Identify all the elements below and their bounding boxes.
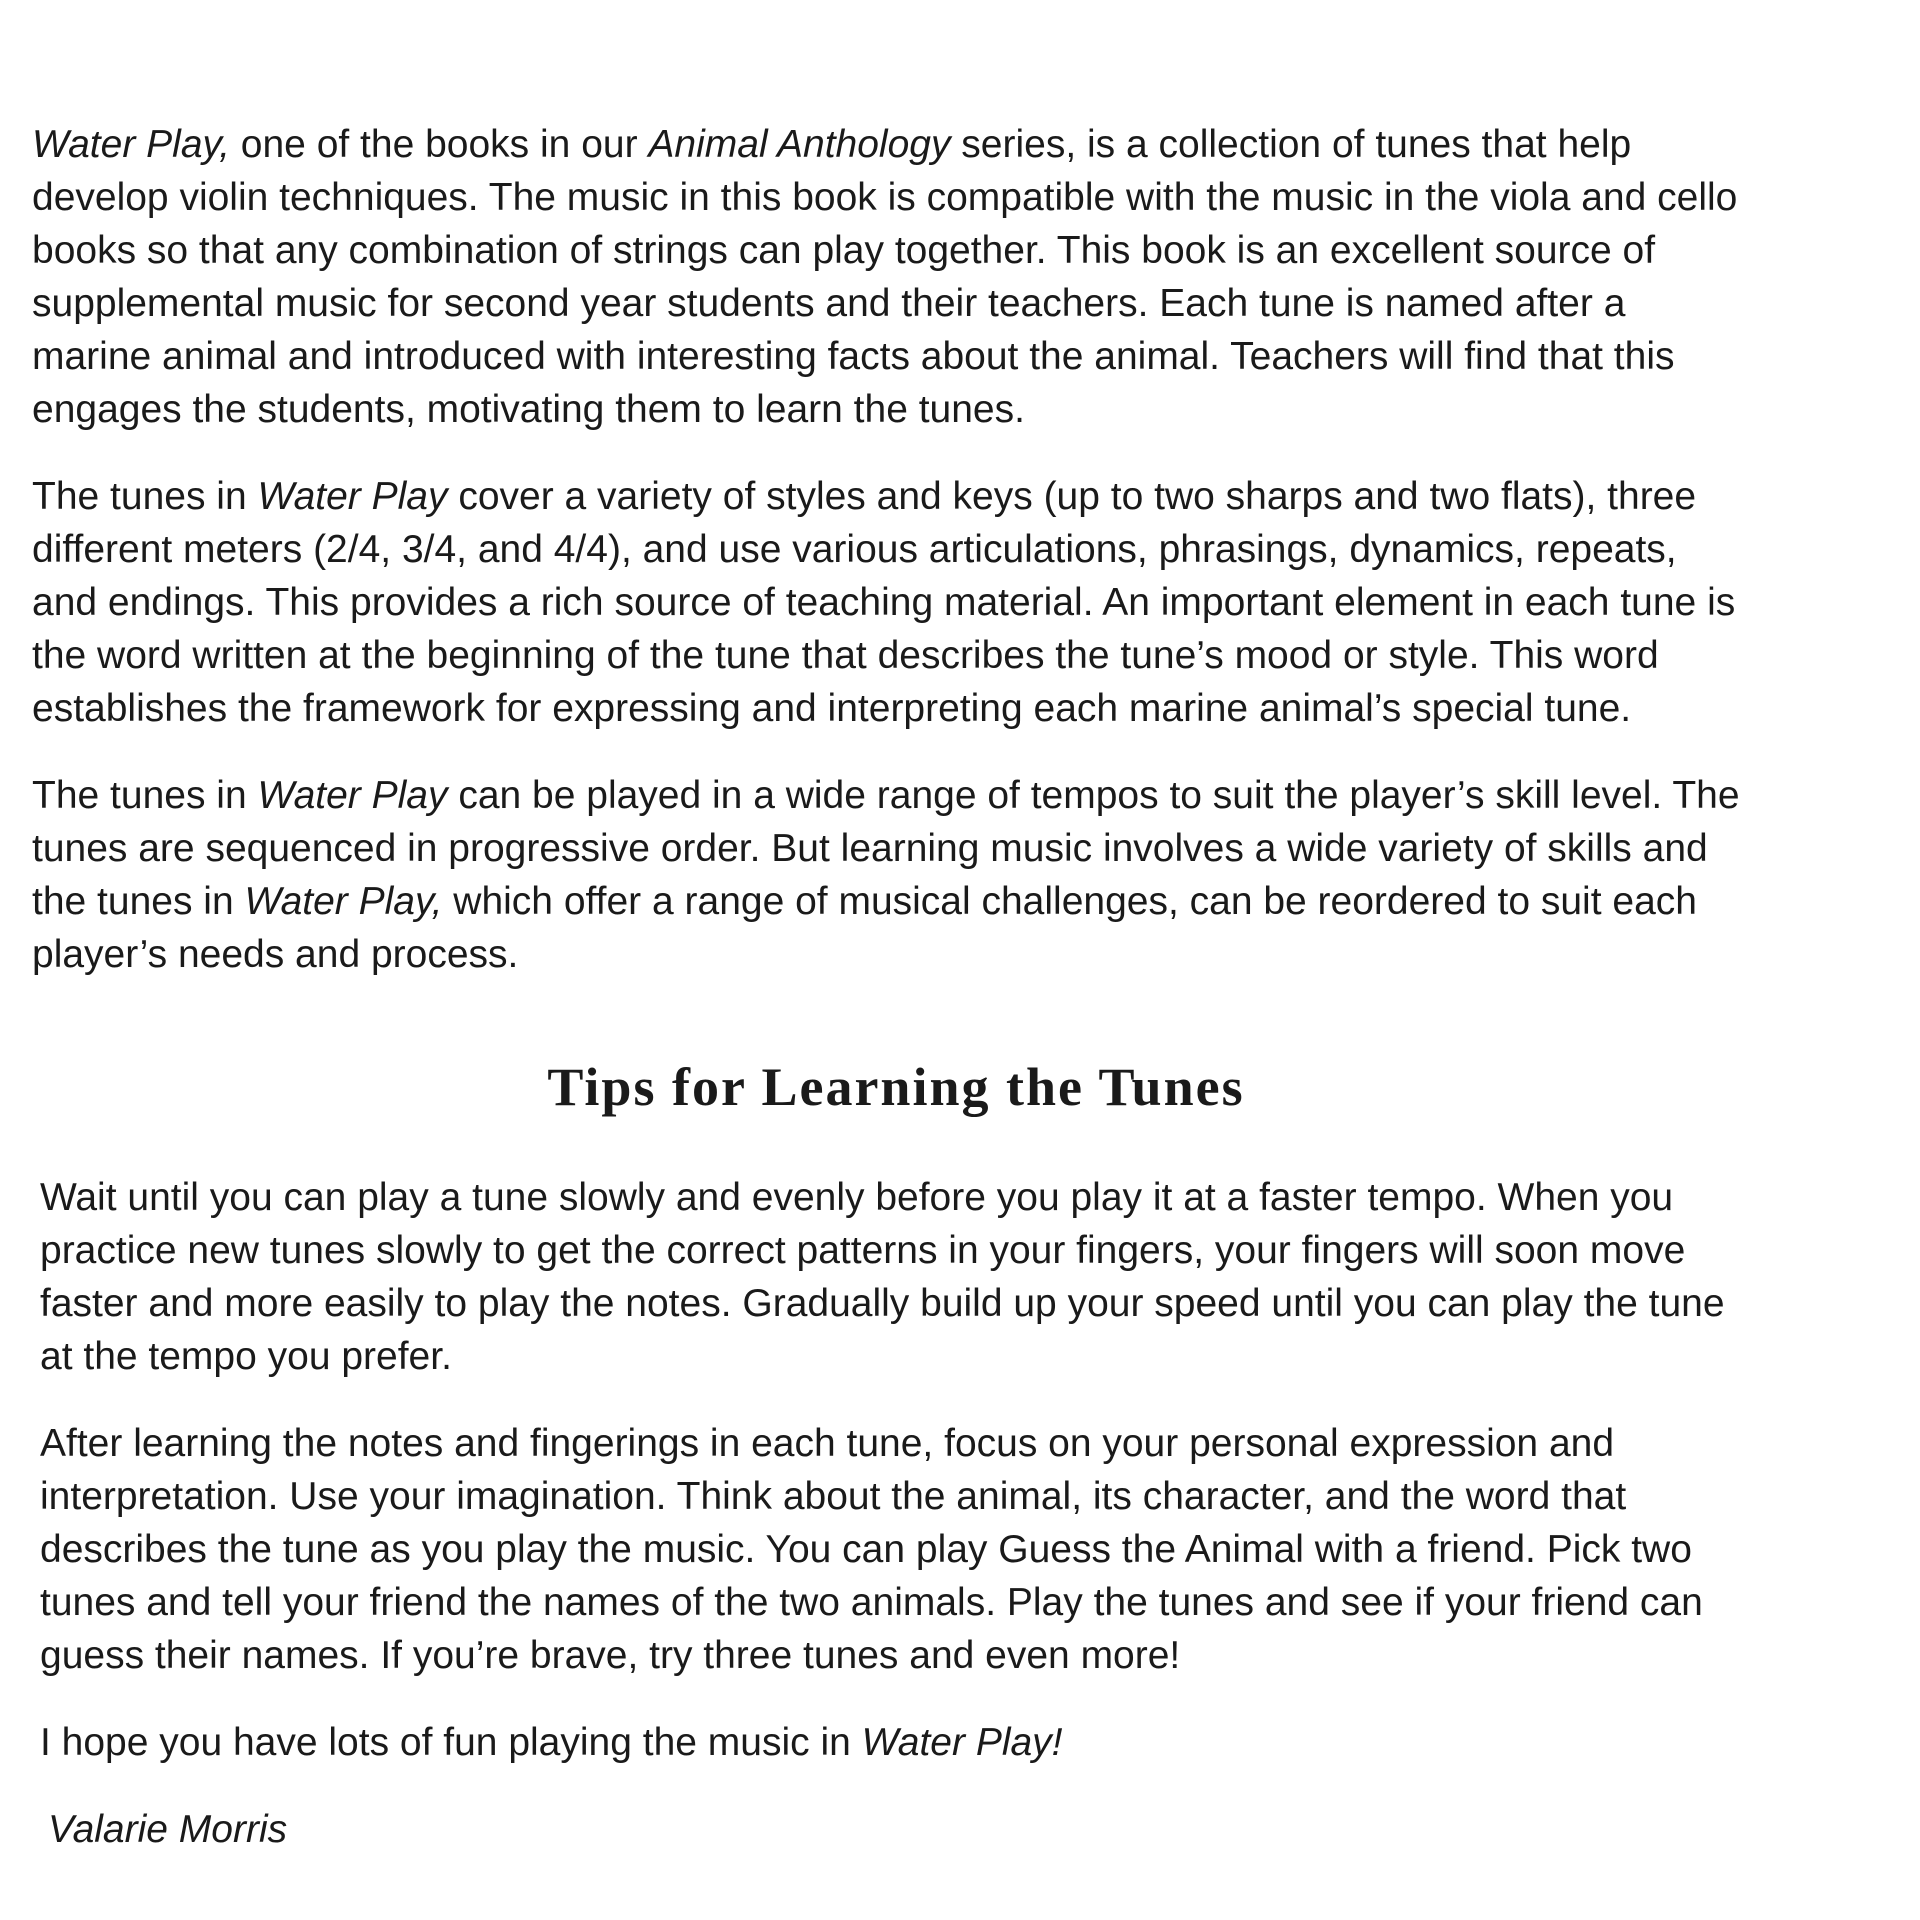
closing-paragraph [40, 1716, 1880, 1769]
text-line: tunes are sequenced in progressive order. But learning music involves a wide variety of skills and [32, 827, 1708, 870]
intro-paragraph-1 [32, 118, 1880, 436]
text-line: and endings. This provides a rich source of teaching material. An important element in each tune is [32, 581, 1736, 624]
text-line: The tunes in Water Play can be played in a wide range of tempos to suit the player’s skill level. The [32, 774, 1740, 817]
text-line: The tunes in Water Play cover a variety of styles and keys (up to two sharps and two flats), three [32, 475, 1697, 518]
text-line: After learning the notes and fingerings in each tune, focus on your personal expression and [40, 1422, 1615, 1465]
text-line: supplemental music for second year students and their teachers. Each tune is named after a [32, 282, 1626, 325]
text-line: books so that any combination of strings can play together. This book is an excellent source of [32, 229, 1656, 272]
tips-paragraph-2 [40, 1417, 1880, 1682]
text-line: the tunes in Water Play, which offer a range of musical challenges, can be reordered to suit each [32, 880, 1697, 923]
text-line: practice new tunes slowly to get the correct patterns in your fingers, your fingers will soon move [40, 1229, 1686, 1272]
author-signature: Valarie Morris [48, 1808, 288, 1851]
text-line: faster and more easily to play the notes. Gradually build up your speed until you can play the tune [40, 1282, 1725, 1325]
text-line: different meters (2/4, 3/4, and 4/4), and use various articulations, phrasings, dynamics, repeats, [32, 528, 1677, 571]
text-line: describes the tune as you play the music. You can play Guess the Animal with a friend. Pick two [40, 1528, 1692, 1571]
tips-paragraph-1 [40, 1171, 1880, 1383]
text-line: Water Play, one of the books in our Animal Anthology series, is a collection of tunes that help [32, 123, 1632, 166]
intro-paragraph-3 [32, 769, 1880, 981]
text-line: at the tempo you prefer. [40, 1335, 452, 1378]
text-line: I hope you have lots of fun playing the music in Water Play! [40, 1721, 1063, 1764]
text-line: the word written at the beginning of the tune that describes the tune’s mood or style. This word [32, 634, 1659, 677]
tips-section [32, 1171, 1880, 1769]
text-line: establishes the framework for expressing and interpreting each marine animal’s special tune. [32, 687, 1632, 730]
text-line: marine animal and introduced with interesting facts about the animal. Teachers will find that this [32, 335, 1675, 378]
text-line: engages the students, motivating them to learn the tunes. [32, 388, 1025, 431]
text-line: tunes and tell your friend the names of the two animals. Play the tunes and see if your friend can [40, 1581, 1703, 1624]
text-line: interpretation. Use your imagination. Think about the animal, its character, and the word that [40, 1475, 1627, 1518]
text-line: guess their names. If you’re brave, try three tunes and even more! [40, 1634, 1181, 1677]
text-line: develop violin techniques. The music in this book is compatible with the music in the viola and cello [32, 176, 1738, 219]
text-line: player’s needs and process. [32, 933, 519, 976]
intro-paragraph-2 [32, 470, 1880, 735]
text-line: Wait until you can play a tune slowly and evenly before you play it at a faster tempo. When you [40, 1176, 1674, 1219]
section-title: Tips for Learning the Tunes [547, 1057, 1245, 1117]
